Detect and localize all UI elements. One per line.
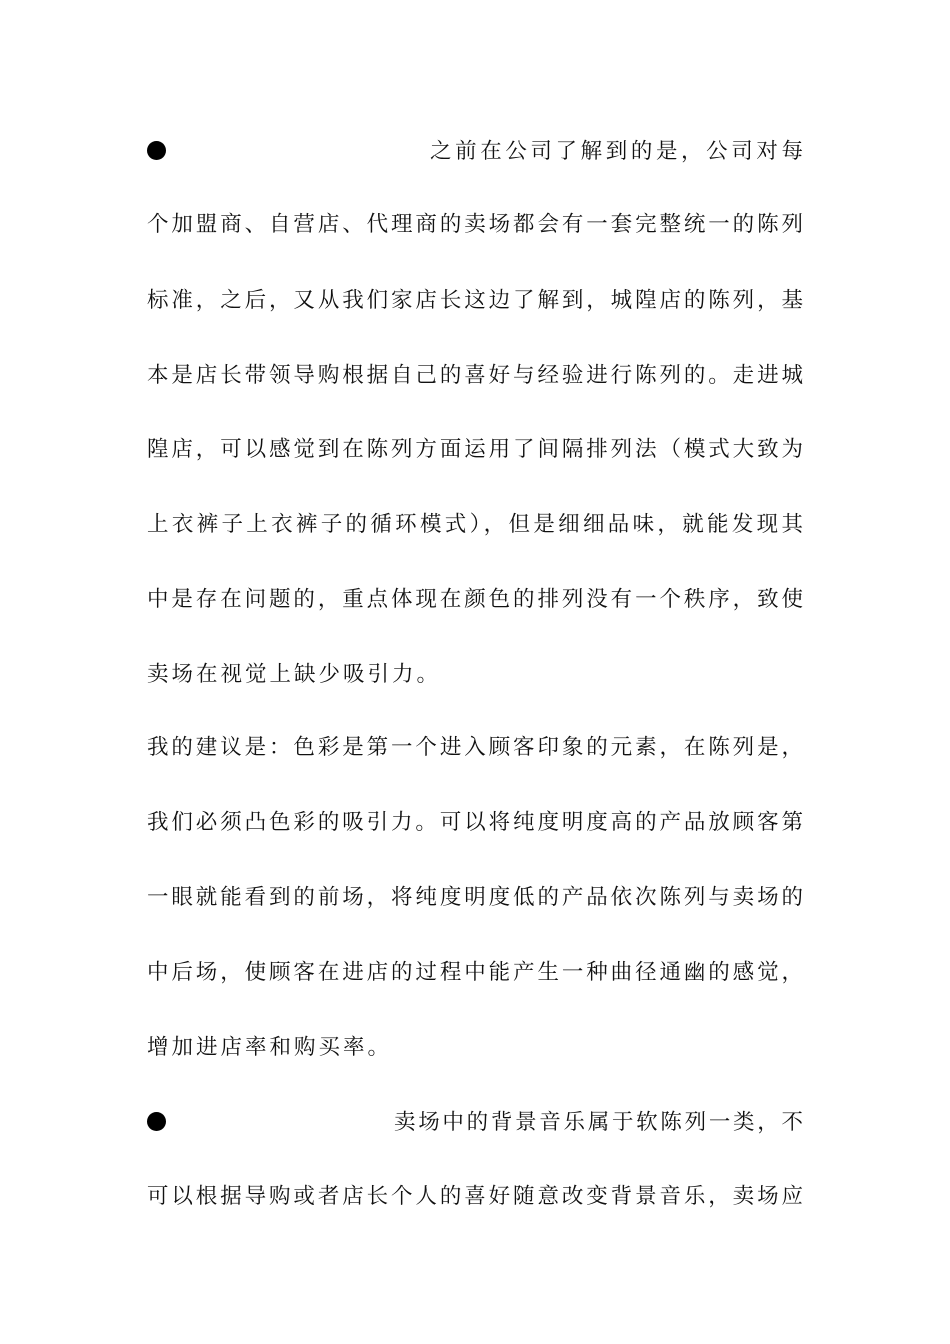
paragraph-line: 标准，之后，又从我们家店长这边了解到，城隍店的陈列，基: [147, 288, 803, 313]
paragraph-line: 可以根据导购或者店长个人的喜好随意改变背景音乐，卖场应: [147, 1184, 803, 1209]
paragraph-line: 一眼就能看到的前场，将纯度明度低的产品依次陈列与卖场的: [147, 885, 803, 910]
paragraph-line: 之前在公司了解到的是，公司对每: [430, 139, 803, 164]
paragraph-line: 本是店长带领导购根据自己的喜好与经验进行陈列的。走进城: [147, 363, 803, 388]
paragraph-line: 个加盟商、自营店、代理商的卖场都会有一套完整统一的陈列: [147, 212, 803, 237]
paragraph-line: 增加进店率和购买率。: [147, 1035, 393, 1060]
paragraph-line: 中是存在问题的，重点体现在颜色的排列没有一个秩序，致使: [147, 587, 803, 612]
bullet-icon: [147, 141, 166, 160]
paragraph-line: 我们必须凸色彩的吸引力。可以将纯度明度高的产品放顾客第: [147, 810, 803, 835]
paragraph-line: 中后场，使顾客在进店的过程中能产生一种曲径通幽的感觉，: [147, 960, 803, 985]
paragraph-line: 卖场在视觉上缺少吸引力。: [147, 662, 442, 687]
paragraph-line: 上衣裤子上衣裤子的循环模式），但是细细品味，就能发现其: [147, 512, 803, 537]
bullet-icon: [147, 1112, 166, 1131]
paragraph-line: 隍店，可以感觉到在陈列方面运用了间隔排列法（模式大致为: [147, 437, 803, 462]
paragraph-line: 卖场中的背景音乐属于软陈列一类，不: [394, 1110, 803, 1135]
paragraph-line: 我的建议是：色彩是第一个进入顾客印象的元素，在陈列是，: [147, 735, 803, 760]
